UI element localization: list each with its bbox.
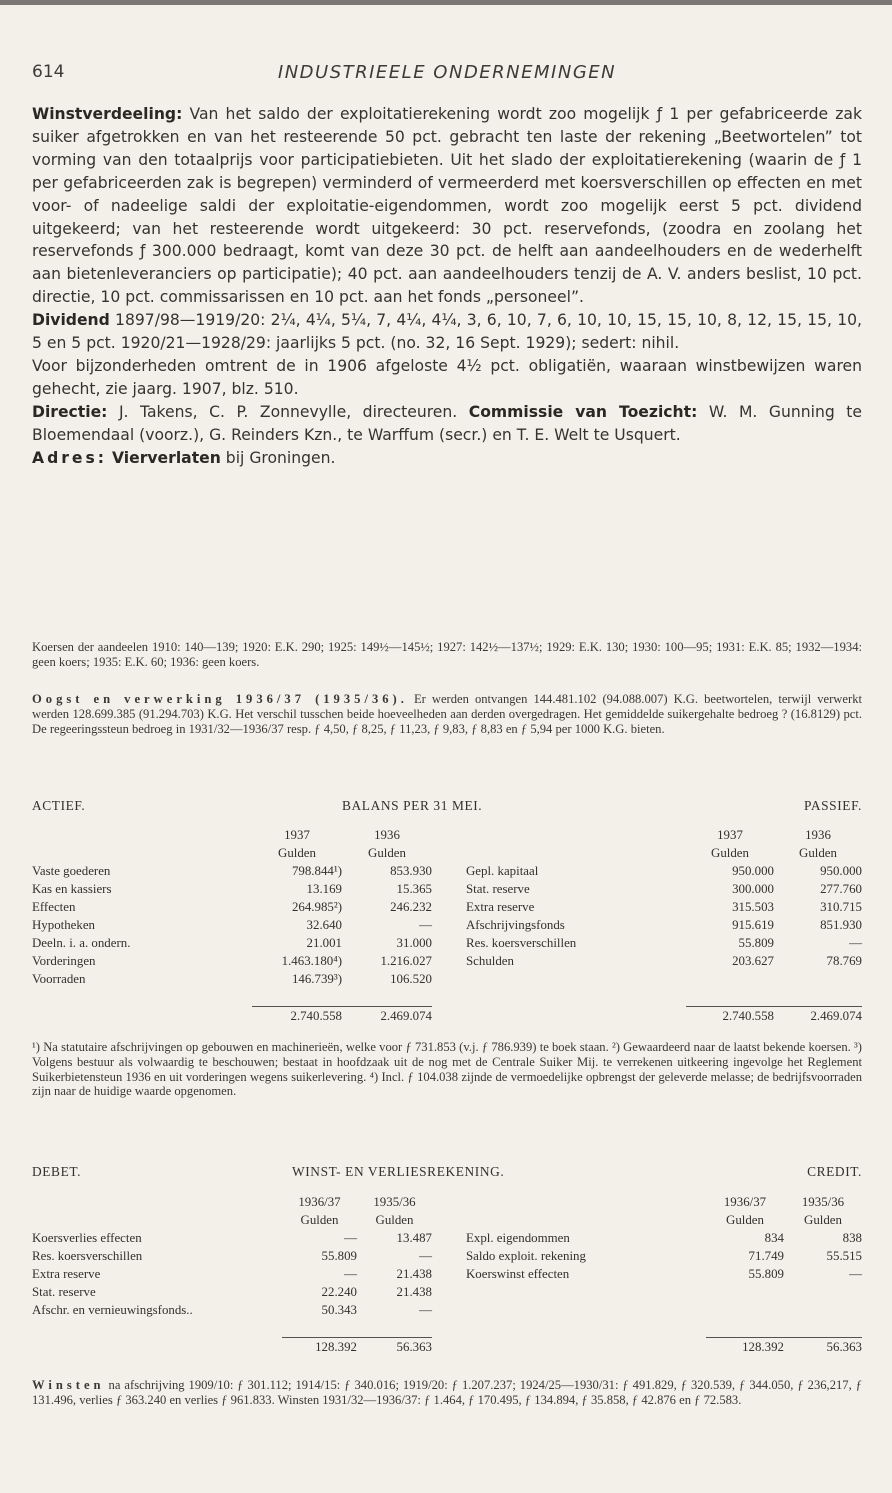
credit-value-1: 834: [764, 1231, 784, 1245]
table-row: [466, 862, 862, 880]
balans-title: BALANS PER 31 MEI.: [342, 798, 483, 813]
passief-total-row: [466, 1007, 862, 1026]
credit-label: Koerswinst effecten: [466, 1267, 570, 1281]
actief-label: Effecten: [32, 900, 76, 914]
table-row: [32, 1301, 432, 1319]
directie-text: J. Takens, C. P. Zonnevylle, directeuren.: [118, 402, 458, 421]
passief-value-1936: 78.769: [826, 954, 862, 968]
oogst-paragraph: [32, 692, 862, 736]
actief-value-1936: —: [419, 918, 432, 932]
winsten-paragraph: [32, 1378, 862, 1408]
debet-value-2: —: [419, 1249, 432, 1263]
passief-value-1937: 300.000: [732, 882, 774, 896]
passief-label: Res. koersverschillen: [466, 936, 577, 950]
actief-label: Vorderingen: [32, 954, 96, 968]
actief-value-1936: 15.365: [396, 882, 432, 896]
actief-value-1937: 264.985²): [291, 900, 342, 914]
commissie-text: W. M. Gunning te Bloemendaal (voorz.), G. Reinders Kzn., te Warffum (secr.) en T. E. Welt te Usquert.: [32, 402, 862, 444]
scan-edge: [0, 0, 892, 5]
debet-value-1: 22.240: [321, 1285, 357, 1299]
passief-value-1937: 203.627: [732, 954, 774, 968]
passief-value-1936: 277.760: [820, 882, 862, 896]
actief-label: Vaste goederen: [32, 864, 111, 878]
actief-value-1936: 31.000: [396, 936, 432, 950]
table-row: [32, 970, 432, 988]
winst-header: [32, 1164, 862, 1182]
winst-unit: Gulden: [300, 1213, 339, 1227]
balans-passief-table: [466, 826, 862, 1025]
credit-total-row: [466, 1338, 862, 1357]
table-row: [466, 898, 862, 916]
passief-label: Gepl. kapitaal: [466, 864, 539, 878]
actief-total-1937: 2.740.558: [252, 1007, 342, 1026]
balans-year-1936: 1936: [374, 828, 400, 842]
balans-passief-title: PASSIEF.: [804, 798, 862, 813]
debet-value-1: 55.809: [321, 1249, 357, 1263]
adres-rest: bij Groningen.: [225, 448, 336, 467]
passief-total-1937: 2.740.558: [686, 1007, 774, 1026]
credit-value-2: —: [849, 1267, 862, 1281]
balans-actief-table: [32, 826, 432, 1025]
debet-value-2: 21.438: [396, 1267, 432, 1281]
table-row: [32, 1283, 432, 1301]
table-row: [466, 1229, 862, 1247]
winstverdeeling-label: Winstverdeeling:: [32, 105, 183, 123]
winst-credit-title: CREDIT.: [807, 1164, 862, 1179]
table-row: [32, 880, 432, 898]
table-row: [32, 952, 432, 970]
running-title: INDUSTRIEELE ONDERNEMINGEN: [277, 62, 617, 83]
table-row: [466, 880, 862, 898]
debet-value-1: —: [344, 1231, 357, 1245]
actief-total-row: [32, 1007, 432, 1026]
actief-value-1936: 106.520: [390, 972, 432, 986]
credit-total-2: 56.363: [784, 1338, 862, 1357]
page-number: 614: [32, 62, 65, 82]
actief-value-1937: 1.463.180⁴): [281, 954, 342, 968]
oogst-label: Oogst en verwerking 1936/37 (1935/36).: [32, 692, 408, 706]
actief-value-1936: 853.930: [390, 864, 432, 878]
page-header: [32, 62, 862, 88]
passief-value-1937: 55.809: [738, 936, 774, 950]
koersen-text: Koersen der aandeelen 1910: 140—139; 1920: E.K. 290; 1925: 149½—145½; 1927: 142½—137½; 1929: E.K. 130; 1930: 100—95; 1931: E.K. 85; 1932—1934: geen koers; 1935: E.K. 60; 1936: geen koers.: [32, 640, 862, 669]
winsten-text: na afschrijving 1909/10: ƒ 301.112; 1914/15: ƒ 340.016; 1919/20: ƒ 1.207.237; 1924/25—1930/31: ƒ 491.829, ƒ 320.539, ƒ 344.050, ƒ 236,217, ƒ 131.496, verlies ƒ 363.240 en verlies ƒ 961.833. Winsten 1931/32—1936/37: ƒ 1.464, ƒ 170.495, ƒ 134.894, ƒ 35.858, ƒ 42.876 en ƒ 72.583.: [32, 1378, 862, 1407]
table-row: [32, 1265, 432, 1283]
commissie-label: Commissie van Toezicht:: [468, 402, 698, 421]
passief-label: Schulden: [466, 954, 514, 968]
passief-value-1936: 851.930: [820, 918, 862, 932]
actief-value-1936: 1.216.027: [380, 954, 432, 968]
table-row: [32, 862, 432, 880]
debet-value-2: —: [419, 1303, 432, 1317]
debet-total-row: [32, 1338, 432, 1357]
winst-credit-table: [466, 1193, 862, 1356]
balans-unit: Gulden: [278, 846, 316, 860]
adres-paragraph: [32, 447, 862, 470]
passief-value-1936: 950.000: [820, 864, 862, 878]
table-row: [466, 916, 862, 934]
winst-unit: Gulden: [804, 1213, 842, 1227]
balans-year-1937: 1937: [717, 828, 743, 842]
dividend-label: Dividend: [32, 311, 110, 330]
winsten-section: [32, 1378, 862, 1408]
table-row: [32, 916, 432, 934]
actief-value-1936: 246.232: [390, 900, 432, 914]
actief-value-1937: 798.844¹): [291, 864, 342, 878]
debet-label: Afschr. en vernieuwingsfonds..: [32, 1303, 193, 1317]
passief-value-1937: 315.503: [732, 900, 774, 914]
table-row: [32, 934, 432, 952]
passief-label: Afschrijvingsfonds: [466, 918, 565, 932]
main-text: [32, 103, 862, 470]
passief-label: Stat. reserve: [466, 882, 530, 896]
winst-title: WINST- EN VERLIESREKENING.: [292, 1164, 505, 1179]
table-row: [32, 1247, 432, 1265]
balans-unit: Gulden: [368, 846, 406, 860]
dividend-text: 1897/98—1919/20: 2¼, 4¼, 5¼, 7, 4¼, 4¼, 3, 6, 10, 7, 6, 10, 10, 15, 15, 10, 8, 12, 15, 15, 10, 5 en 5 pct. 1920/21—1928/29: jaarlijks 5 pct. (no. 32, 16 Sept. 1929); sedert: nihil.: [32, 311, 862, 353]
actief-value-1937: 146.739³): [291, 972, 342, 986]
winst-year-1: 1936/37: [723, 1195, 767, 1209]
passief-value-1936: 310.715: [820, 900, 862, 914]
balans-header: [32, 798, 862, 816]
balans-year-1936: 1936: [805, 828, 831, 842]
actief-label: Hypotheken: [32, 918, 96, 932]
credit-value-1: 71.749: [748, 1249, 784, 1263]
passief-value-1936: —: [849, 936, 862, 950]
oogst-section: [32, 692, 862, 736]
table-row: [466, 1265, 862, 1283]
winstverdeeling-paragraph: [32, 103, 862, 309]
table-row: [466, 934, 862, 952]
winstverdeeling-text: Van het saldo der exploitatierekening wordt zoo mogelijk ƒ 1 per gefabriceerde zak suiker afgetrokken en van het resteerende 50 pct. gebracht ten laste der rekening „Beetwortelen” tot vorming van den totaalprijs voor participatiebieten. Uit het slado der exploitatierekening (waarin de ƒ 1 per gefabriceerden zak is begrepen) verminderd of vermeerderd met koersverschillen op effecten en met voor- of nadeelige saldi der exploitatie-eigendommen, wordt zoo mogelijk eerst 5 pct. dividend uitgekeerd; van het resteerende wordt uitgekeerd: 30 pct. reservefonds, (zoodra en zoolang het reservefonds ƒ 300.000 bedraagt, komt van deze 30 pct. de helft aan aandeelhouders en de wederhelft aan bietenleveranciers op participatie); 40 pct. aan aandeelhouders tenzij de A. V. anders beslist, 10 pct. directie, 10 pct. commissarissen en 10 pct. aan het fonds „personeel”.: [32, 105, 862, 307]
winst-year-2: 1935/36: [373, 1195, 416, 1209]
obligatien-paragraph: Voor bijzonderheden omtrent de in 1906 afgeloste 4½ pct. obligatiën, waaraan winstbewijzen waren gehecht, zie jaarg. 1907, blz. 510.: [32, 356, 862, 398]
table-row: [32, 898, 432, 916]
adres-label: Adres:: [32, 448, 108, 467]
passief-total-1936: 2.469.074: [774, 1007, 862, 1026]
actief-label: Kas en kassiers: [32, 882, 112, 896]
credit-label: Expl. eigendommen: [466, 1231, 570, 1245]
passief-value-1937: 950.000: [732, 864, 774, 878]
debet-value-2: 21.438: [396, 1285, 432, 1299]
debet-label: Extra reserve: [32, 1267, 101, 1281]
winst-debet-title: DEBET.: [32, 1164, 82, 1179]
debet-total-1: 128.392: [282, 1338, 357, 1357]
credit-value-1: 55.809: [748, 1267, 784, 1281]
directie-label: Directie:: [32, 402, 108, 421]
directie-paragraph: [32, 401, 862, 447]
footnotes-text: ¹) Na statutaire afschrijvingen op gebouwen en machinerieën, welke voor ƒ 731.853 (v.j. ƒ 786.939) te boek staan. ²) Gewaardeerd naar de laatst bekende koersen. ³) Volgens bestuur als volwaardig te beschouwen; bestaat in hoofdzaak uit de nog met de Centrale Suiker Mij. te verrekenen uitkeering ingevolge het Reglement Suikerbietensteun 1936 en uit vorderingen wegens suikerlevering. ⁴) Incl. ƒ 104.038 zijnde de vermoedelijke opbrengst der geleverde melasse; de bedrijfsvoorraden zijn naar de huidige waarde opgenomen.: [32, 1040, 862, 1099]
debet-value-2: 13.487: [396, 1231, 432, 1245]
actief-total-1936: 2.469.074: [342, 1007, 432, 1026]
winst-debet-table: [32, 1193, 432, 1356]
koersen-section: [32, 640, 862, 670]
balans-footnotes: [32, 1040, 862, 1099]
credit-label: Saldo exploit. rekening: [466, 1249, 586, 1263]
winsten-label: Winsten: [32, 1378, 105, 1392]
debet-value-1: —: [344, 1267, 357, 1281]
table-row: [466, 952, 862, 970]
dividend-paragraph: [32, 309, 862, 355]
adres-place: Vierverlaten: [111, 448, 221, 467]
actief-label: Voorraden: [32, 972, 86, 986]
credit-value-2: 838: [842, 1231, 862, 1245]
table-row: [466, 1247, 862, 1265]
actief-value-1937: 13.169: [306, 882, 342, 896]
passief-value-1937: 915.619: [732, 918, 774, 932]
debet-total-2: 56.363: [357, 1338, 432, 1357]
actief-value-1937: 32.640: [306, 918, 342, 932]
actief-label: Deeln. i. a. ondern.: [32, 936, 131, 950]
oogst-text: Er werden ontvangen 144.481.102 (94.088.007) K.G. beetwortelen, terwijl verwerkt werden 128.699.385 (91.294.703) K.G. Het verschil tusschen beide hoeveelheden aan derden overgedragen. Het gemiddelde suikergehalte bedroeg ? (16.8129) pct. De regeeringssteun bedroeg in 1931/32—1936/37 resp. ƒ 4,50, ƒ 8,25, ƒ 11,23, ƒ 9,83, ƒ 8,83 en ƒ 5,94 per 1000 K.G. bieten.: [32, 692, 862, 736]
winst-unit: Gulden: [375, 1213, 414, 1227]
debet-label: Res. koersverschillen: [32, 1249, 143, 1263]
passief-label: Extra reserve: [466, 900, 535, 914]
credit-value-2: 55.515: [826, 1249, 862, 1263]
credit-total-1: 128.392: [706, 1338, 784, 1357]
balans-year-1937: 1937: [284, 828, 310, 842]
winst-unit: Gulden: [726, 1213, 764, 1227]
table-row: [32, 1229, 432, 1247]
balans-actief-title: ACTIEF.: [32, 798, 86, 813]
debet-value-1: 50.343: [321, 1303, 357, 1317]
winst-year-1: 1936/37: [298, 1195, 341, 1209]
actief-value-1937: 21.001: [306, 936, 342, 950]
debet-label: Koersverlies effecten: [32, 1231, 142, 1245]
winst-year-2: 1935/36: [801, 1195, 845, 1209]
balans-unit: Gulden: [799, 846, 837, 860]
balans-unit: Gulden: [711, 846, 749, 860]
debet-label: Stat. reserve: [32, 1285, 96, 1299]
